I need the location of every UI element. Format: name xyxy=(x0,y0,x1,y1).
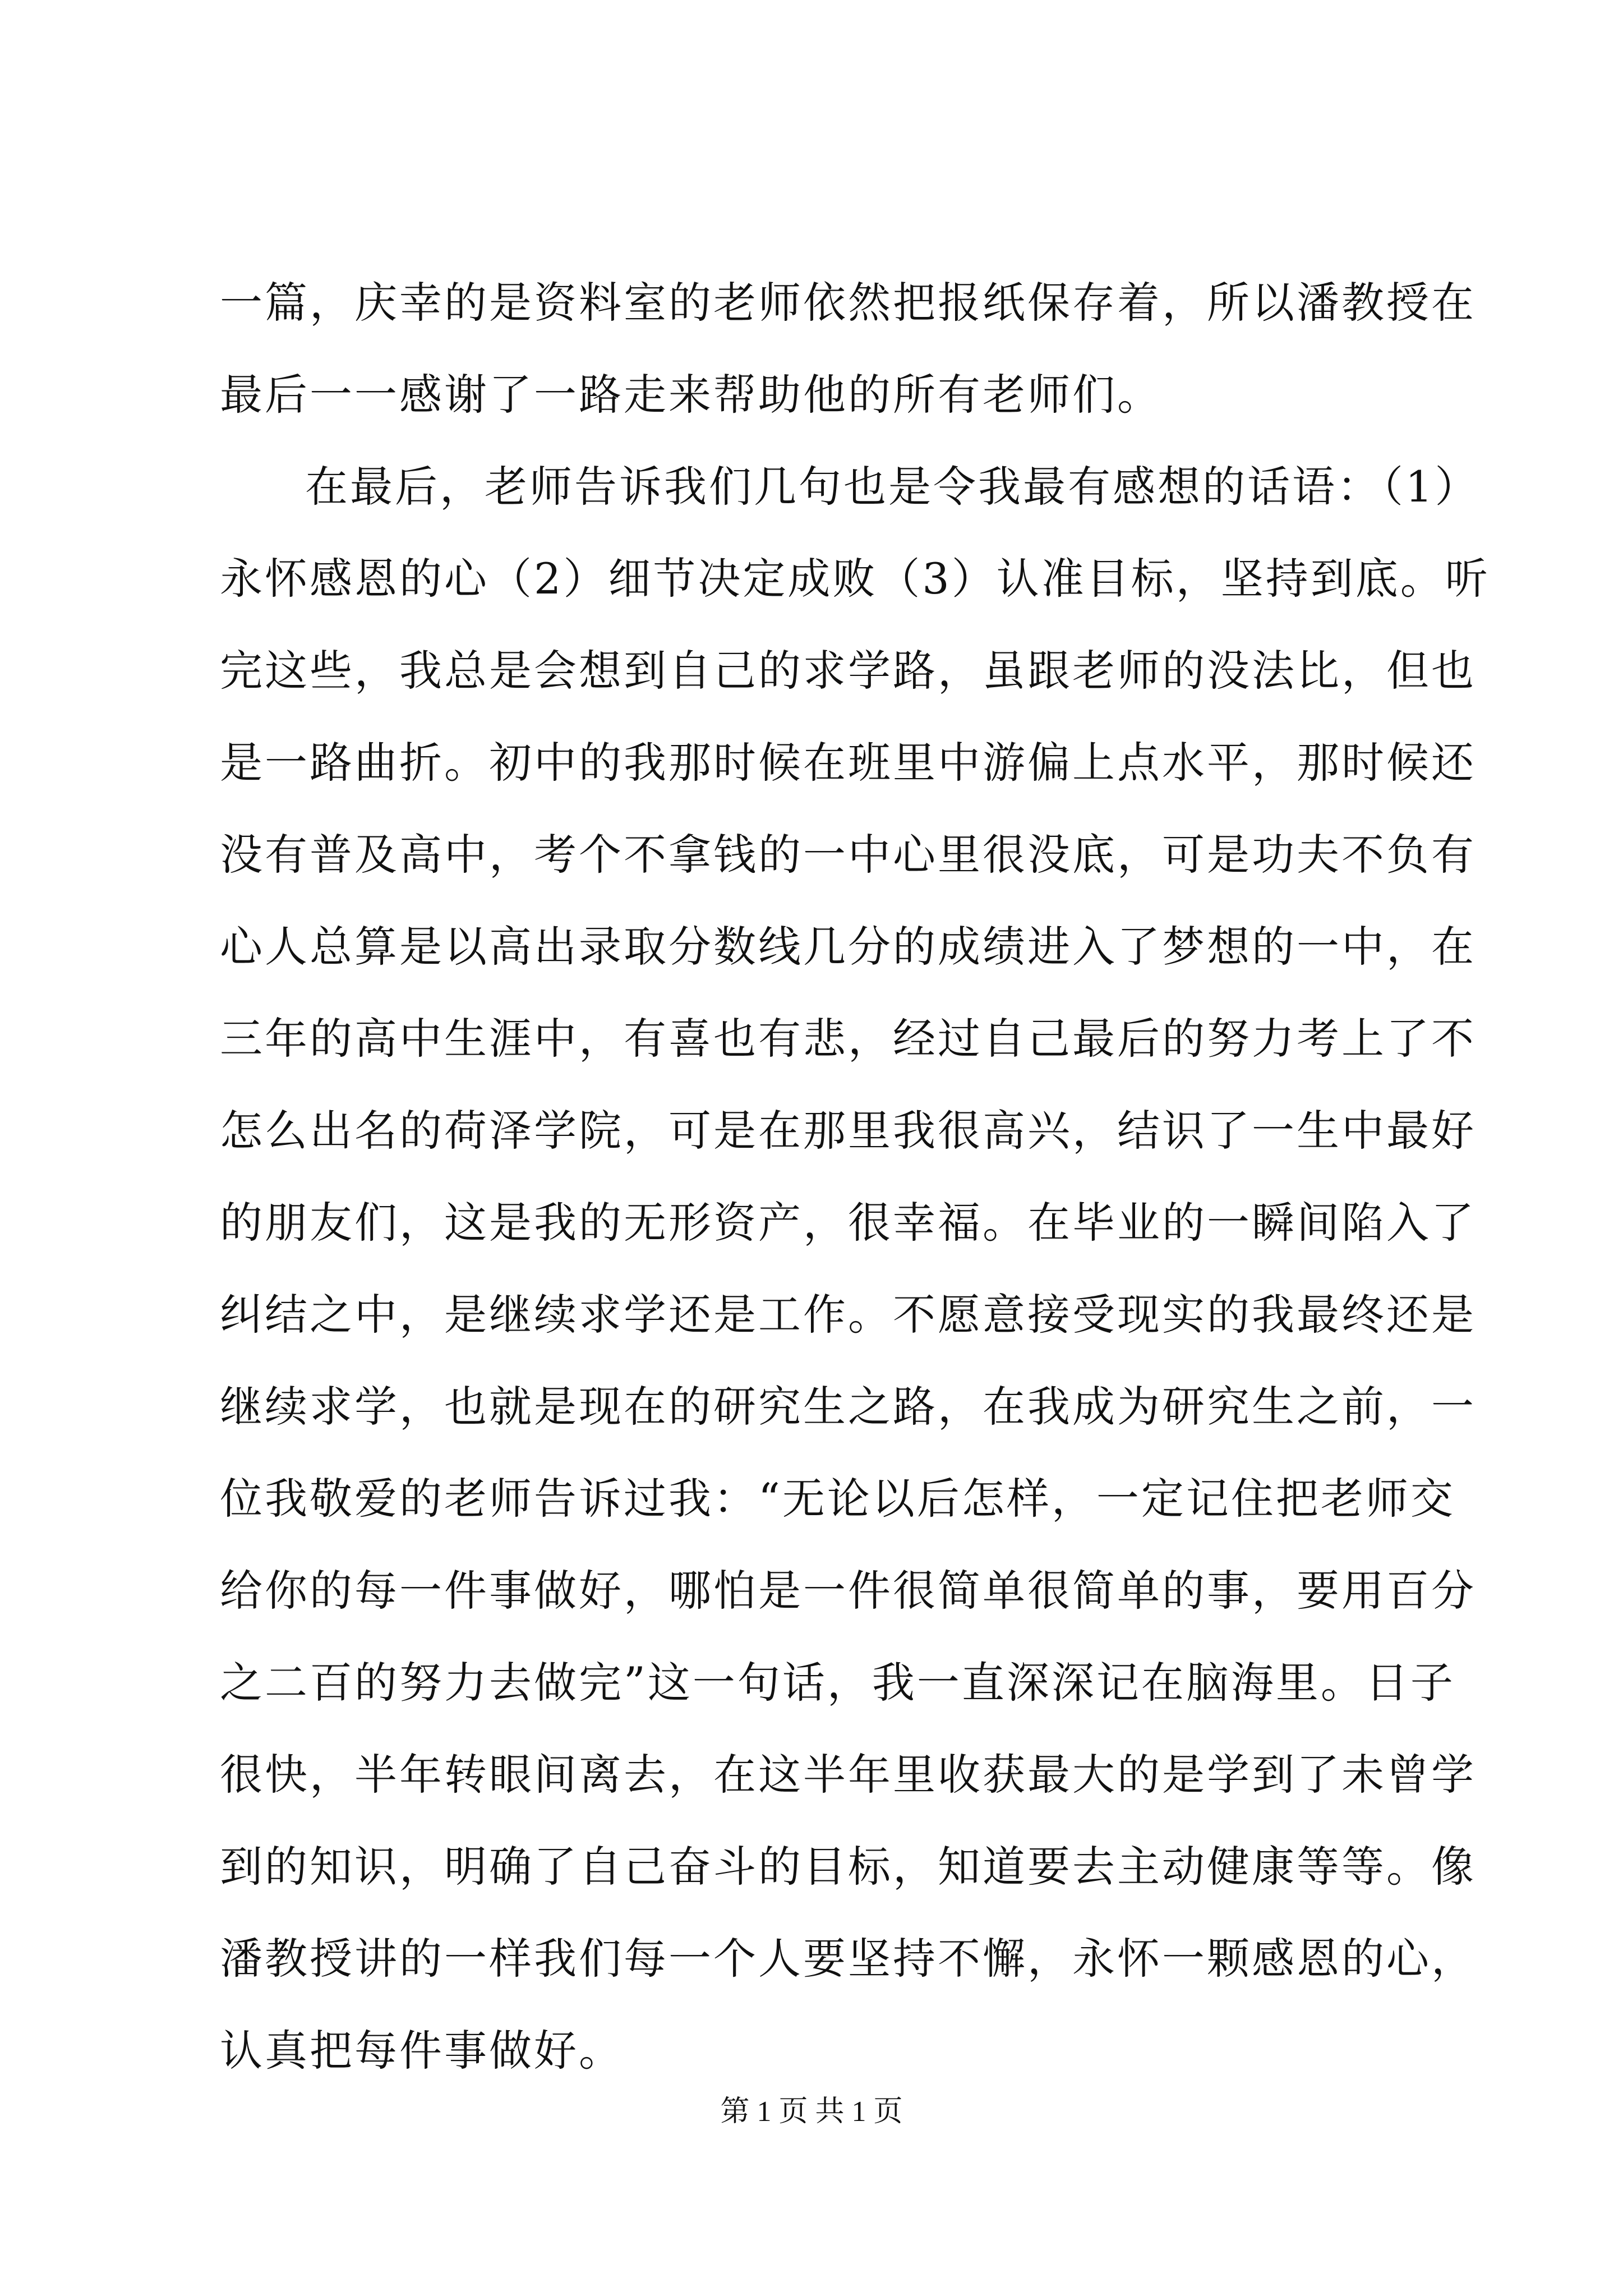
page-number-footer: 第 1 页 共 1 页 xyxy=(720,2096,903,2128)
text-line: 纠结之中，是继续求学还是工作。不愿意接受现实的我最终还是 xyxy=(220,1290,1476,1340)
text-line: 永怀感恩的心（2）细节决定成败（3）认准目标，坚持到底。听 xyxy=(220,554,1490,604)
text-line: 心人总算是以高出录取分数线几分的成绩进入了梦想的一中，在 xyxy=(220,922,1476,972)
text-line: 完这些，我总是会想到自己的求学路，虽跟老师的没法比，但也 xyxy=(220,646,1476,696)
text-line: 是一路曲折。初中的我那时候在班里中游偏上点水平，那时候还 xyxy=(220,738,1476,788)
text-line: 到的知识，明确了自己奋斗的目标，知道要去主动健康等等。像 xyxy=(220,1842,1476,1892)
text-line: 最后一一感谢了一路走来帮助他的所有老师们。 xyxy=(220,370,1162,420)
text-line: 一篇，庆幸的是资料室的老师依然把报纸保存着，所以潘教授在 xyxy=(220,278,1476,328)
text-line: 之二百的努力去做完”这一句话，我一直深深记在脑海里。日子 xyxy=(220,1658,1455,1708)
paragraph-start-line: 在最后，老师告诉我们几句也是令我最有感想的话语：（1） xyxy=(305,462,1480,512)
text-line: 很快，半年转眼间离去，在这半年里收获最大的是学到了未曾学 xyxy=(220,1750,1476,1800)
text-line: 潘教授讲的一样我们每一个人要坚持不懈，永怀一颗感恩的心， xyxy=(220,1934,1476,1984)
text-line: 的朋友们，这是我的无形资产，很幸福。在毕业的一瞬间陷入了 xyxy=(220,1198,1476,1248)
text-line: 给你的每一件事做好，哪怕是一件很简单很简单的事，要用百分 xyxy=(220,1566,1476,1616)
text-line: 没有普及高中，考个不拿钱的一中心里很没底，可是功夫不负有 xyxy=(220,830,1476,880)
text-line: 位我敬爱的老师告诉过我：“无论以后怎样，一定记住把老师交 xyxy=(220,1474,1455,1524)
text-line: 三年的高中生涯中，有喜也有悲，经过自己最后的努力考上了不 xyxy=(220,1014,1476,1064)
text-line: 认真把每件事做好。 xyxy=(220,2026,624,2076)
text-line: 继续求学，也就是现在的研究生之路，在我成为研究生之前，一 xyxy=(220,1382,1476,1432)
text-line: 怎么出名的荷泽学院，可是在那里我很高兴，结识了一生中最好 xyxy=(220,1106,1476,1156)
